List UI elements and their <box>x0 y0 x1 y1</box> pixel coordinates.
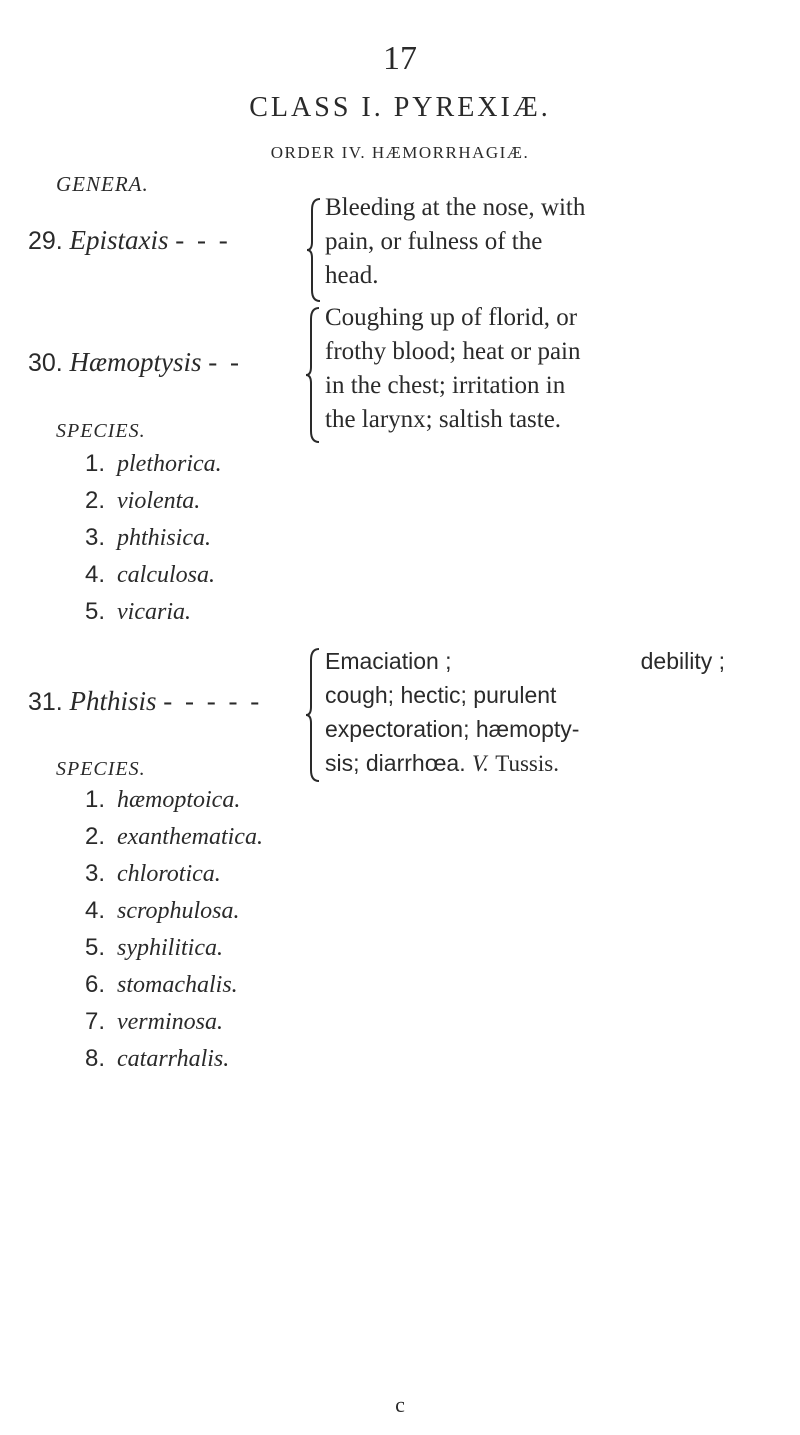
species-heading: SPECIES. <box>56 420 146 442</box>
species-item: 5. syphilitica. <box>85 934 223 961</box>
description-line: head. <box>325 262 379 289</box>
genus-number: 29. <box>28 227 63 255</box>
species-item: 3. chlorotica. <box>85 860 221 887</box>
species-item: 2. exanthematica. <box>85 823 263 850</box>
description-line: frothy blood; heat or pain <box>325 338 581 365</box>
brace-icon <box>305 646 323 784</box>
description-line: Coughing up of florid, or <box>325 304 578 331</box>
description-line: Bleeding at the nose, with <box>325 194 586 221</box>
genus-entry-epistaxis <box>28 225 231 256</box>
genus-name: Phthisis <box>69 686 157 716</box>
description-line: sis; diarrhœa. V. Tussis. <box>325 750 559 776</box>
genus-number: 30. <box>28 349 63 377</box>
order-title: ORDER IV. HÆMORRHAGIÆ. <box>270 143 530 162</box>
description-line: Emaciation ; debility ; <box>325 648 725 674</box>
genus-name: Hæmoptysis <box>69 347 202 377</box>
description-line: the larynx; saltish taste. <box>325 406 562 433</box>
class-title: CLASS I. PYREXIÆ. <box>249 92 551 123</box>
description-line: expectoration; hæmopty- <box>325 716 580 742</box>
species-list <box>85 786 263 1082</box>
genus-dashes: - - - - - <box>163 686 263 716</box>
species-list <box>85 450 222 635</box>
genus-entry-phthisis <box>28 686 262 717</box>
genus-name: Epistaxis <box>69 225 169 255</box>
genera-heading: GENERA. <box>56 172 149 196</box>
species-item: 8. catarrhalis. <box>85 1045 230 1072</box>
signature-mark: c <box>395 1392 405 1417</box>
species-item: 1. hæmoptoica. <box>85 786 241 813</box>
species-item: 5. vicaria. <box>85 598 191 625</box>
genus-description <box>325 301 581 437</box>
description-line: cough; hectic; purulent <box>325 682 557 708</box>
genus-description <box>325 191 585 293</box>
description-line: pain, or fulness of the <box>325 228 543 255</box>
genus-number: 31. <box>28 688 63 716</box>
genus-dashes: - - <box>208 347 243 377</box>
species-item: 3. phthisica. <box>85 524 211 551</box>
genus-dashes: - - - <box>175 225 231 255</box>
species-item: 4. calculosa. <box>85 561 215 588</box>
species-item: 2. violenta. <box>85 487 201 514</box>
brace-icon <box>305 305 323 445</box>
genus-description <box>325 644 725 781</box>
species-item: 4. scrophulosa. <box>85 897 240 924</box>
description-line: in the chest; irritation in <box>325 372 566 399</box>
species-item: 1. plethorica. <box>85 450 222 477</box>
page-number: 17 <box>383 40 417 77</box>
brace-icon <box>306 196 324 304</box>
species-item: 7. verminosa. <box>85 1008 223 1035</box>
genus-entry-haemoptysis <box>28 347 242 378</box>
species-item: 6. stomachalis. <box>85 971 238 998</box>
species-heading: SPECIES. <box>56 758 146 780</box>
